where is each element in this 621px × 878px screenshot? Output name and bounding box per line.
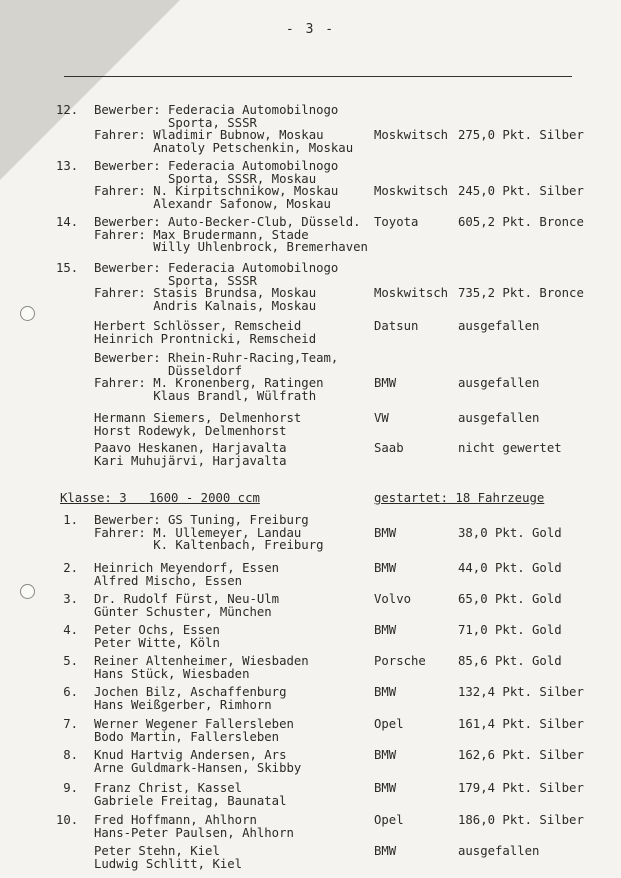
result-score: 275,0 Pkt. Silber: [458, 128, 584, 143]
vehicle-make: Porsche: [374, 654, 426, 668]
result-score: 85,6 Pkt. Gold: [458, 654, 562, 668]
participant-line: Klaus Brandl, Wülfrath: [94, 388, 317, 403]
vehicle-make: Opel: [374, 717, 404, 731]
punch-hole: [20, 584, 35, 599]
participant-line: Fred Hoffmann, Ahlhorn: [94, 813, 257, 827]
result-score: 65,0 Pkt. Gold: [458, 592, 562, 606]
participant-line: Fahrer: M. Kronenberg, Ratingen: [94, 376, 324, 391]
participant-line: Heinrich Prontnicki, Remscheid: [94, 331, 317, 346]
class-heading: Klasse: 3 1600 - 2000 ccm: [60, 491, 260, 505]
participant-line: Herbert Schlösser, Remscheid: [94, 319, 302, 333]
participant-line: Gabriele Freitag, Baunatal: [94, 793, 287, 808]
vehicle-make: BMW: [374, 561, 397, 575]
participant-line: Willy Uhlenbrock, Bremerhaven: [94, 240, 368, 255]
result-score: 179,4 Pkt. Silber: [458, 781, 584, 795]
entry-number: 6.: [63, 685, 78, 699]
participant-line: Bewerber: GS Tuning, Freiburg: [94, 513, 309, 527]
participant-line: Kari Muhujärvi, Harjavalta: [94, 453, 287, 468]
participant-line: Fahrer: Wladimir Bubnow, Moskau: [94, 128, 324, 143]
participant-line: Heinrich Meyendorf, Essen: [94, 561, 280, 575]
vehicle-make: Moskwitsch: [374, 184, 449, 199]
result-score: 44,0 Pkt. Gold: [458, 561, 562, 575]
participant-line: Hans Weißgerber, Rimhorn: [94, 697, 272, 712]
participant-line: Hermann Siemers, Delmenhorst: [94, 411, 302, 425]
participant-line: Fahrer: M. Ullemeyer, Landau: [94, 525, 302, 540]
vehicle-make: Saab: [374, 441, 404, 455]
participant-line: Hans Stück, Wiesbaden: [94, 666, 250, 681]
vehicle-make: Moskwitsch: [374, 128, 449, 143]
participant-line: Knud Hartvig Andersen, Ars: [94, 748, 287, 762]
participant-line: Bewerber: Rhein-Ruhr-Racing,Team,: [94, 351, 339, 365]
participant-line: Dr. Rudolf Fürst, Neu-Ulm: [94, 592, 280, 606]
vehicle-make: Toyota: [374, 215, 419, 229]
started-count: gestartet: 18 Fahrzeuge: [374, 491, 545, 505]
vehicle-make: Moskwitsch: [374, 286, 449, 301]
result-score: ausgefallen: [458, 319, 540, 333]
result-score: 132,4 Pkt. Silber: [458, 685, 584, 699]
entry-number: 12.: [56, 103, 79, 117]
entry-number: 13.: [56, 159, 79, 173]
vehicle-make: BMW: [374, 844, 397, 858]
result-score: ausgefallen: [458, 844, 540, 858]
participant-line: Fahrer: Stasis Brundsa, Moskau: [94, 286, 317, 301]
vehicle-make: Volvo: [374, 592, 412, 606]
entry-number: 3.: [63, 592, 78, 606]
participant-line: Fahrer: Max Brudermann, Stade: [94, 227, 309, 242]
result-score: ausgefallen: [458, 411, 540, 425]
participant-line: Peter Stehn, Kiel: [94, 844, 220, 858]
participant-line: Alexandr Safonow, Moskau: [94, 196, 331, 211]
result-score: 71,0 Pkt. Gold: [458, 623, 562, 637]
participant-line: Reiner Altenheimer, Wiesbaden: [94, 654, 309, 668]
participant-line: Günter Schuster, München: [94, 604, 272, 619]
participant-line: Peter Ochs, Essen: [94, 623, 220, 637]
entry-number: 10.: [56, 813, 79, 827]
vehicle-make: Opel: [374, 813, 404, 827]
participant-line: Franz Christ, Kassel: [94, 781, 243, 795]
entry-number: 7.: [63, 717, 78, 731]
entry-number: 4.: [63, 623, 78, 637]
vehicle-make: BMW: [374, 376, 397, 391]
entry-number: 8.: [63, 748, 78, 762]
participant-line: Horst Rodewyk, Delmenhorst: [94, 423, 287, 438]
participant-line: Düsseldorf: [94, 363, 243, 378]
entry-number: 15.: [56, 261, 79, 275]
participant-line: Peter Witte, Köln: [94, 635, 220, 650]
participant-line: Jochen Bilz, Aschaffenburg: [94, 685, 287, 699]
entry-number: 5.: [63, 654, 78, 668]
participant-line: Alfred Mischo, Essen: [94, 573, 243, 588]
participant-line: Bewerber: Federacia Automobilnogo: [94, 103, 339, 117]
result-score: 735,2 Pkt. Bronce: [458, 286, 584, 301]
vehicle-make: BMW: [374, 748, 397, 762]
participant-line: Bewerber: Federacia Automobilnogo: [94, 159, 339, 173]
participant-line: Sporta, SSSR: [94, 115, 257, 130]
participant-line: Bewerber: Auto-Becker-Club, Düsseld.: [94, 215, 361, 229]
participant-line: Sporta, SSSR, Moskau: [94, 171, 317, 186]
result-score: 186,0 Pkt. Silber: [458, 813, 584, 827]
participant-line: Werner Wegener Fallersleben: [94, 717, 294, 731]
participant-line: Paavo Heskanen, Harjavalta: [94, 441, 287, 455]
vehicle-make: Datsun: [374, 319, 419, 333]
vehicle-make: BMW: [374, 525, 397, 540]
result-score: 38,0 Pkt. Gold: [458, 525, 562, 540]
participant-line: Bewerber: Federacia Automobilnogo: [94, 261, 339, 275]
participant-line: Ludwig Schlitt, Kiel: [94, 856, 243, 871]
result-score: 162,6 Pkt. Silber: [458, 748, 584, 762]
vehicle-make: VW: [374, 411, 389, 425]
participant-line: Andris Kalnais, Moskau: [94, 298, 317, 313]
vehicle-make: BMW: [374, 781, 397, 795]
participant-line: Anatoly Petschenkin, Moskau: [94, 140, 354, 155]
header-rule: [64, 76, 572, 77]
page-number: - 3 -: [285, 22, 336, 37]
result-score: nicht gewertet: [458, 441, 562, 455]
participant-line: K. Kaltenbach, Freiburg: [94, 538, 324, 553]
result-score: 161,4 Pkt. Silber: [458, 717, 584, 731]
result-score: 245,0 Pkt. Silber: [458, 184, 584, 199]
vehicle-make: BMW: [374, 623, 397, 637]
entry-number: 2.: [63, 561, 78, 575]
punch-hole: [20, 306, 35, 321]
participant-line: Bodo Martin, Fallersleben: [94, 729, 280, 744]
participant-line: Sporta, SSSR: [94, 273, 257, 288]
participant-line: Arne Guldmark-Hansen, Skibby: [94, 760, 302, 775]
participant-line: Hans-Peter Paulsen, Ahlhorn: [94, 825, 294, 840]
result-score: 605,2 Pkt. Bronce: [458, 215, 584, 229]
vehicle-make: BMW: [374, 685, 397, 699]
entry-number: 14.: [56, 215, 79, 229]
entry-number: 1.: [63, 513, 78, 527]
result-score: ausgefallen: [458, 376, 540, 391]
entry-number: 9.: [63, 781, 78, 795]
participant-line: Fahrer: N. Kirpitschnikow, Moskau: [94, 184, 339, 199]
